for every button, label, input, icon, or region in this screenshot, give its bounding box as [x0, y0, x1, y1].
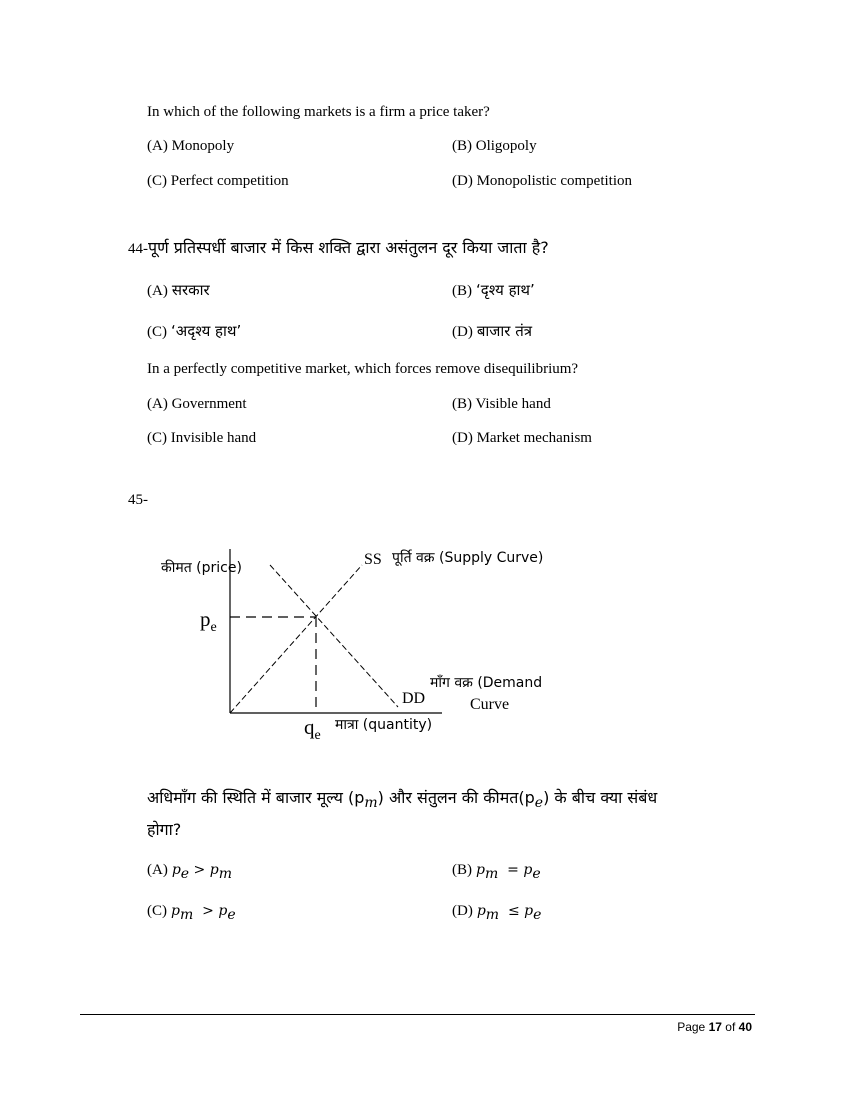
math-sub: m	[179, 907, 194, 924]
page-total: 40	[738, 1020, 752, 1034]
q43-option-c	[147, 173, 289, 190]
supply-curve	[230, 565, 362, 713]
option-text: Market mechanism	[476, 430, 592, 446]
q44-hindi-question	[128, 236, 549, 258]
option-label: (D)	[452, 324, 473, 340]
math-op: =	[498, 862, 524, 878]
option-label: (B)	[452, 862, 472, 878]
q45-option-d	[452, 902, 541, 923]
math-var: p	[171, 903, 180, 919]
math-op: ≤	[499, 903, 525, 919]
math-sub: e	[532, 866, 541, 883]
footer-divider	[80, 1014, 755, 1015]
math-var: p	[171, 862, 181, 878]
option-text: Invisible hand	[170, 430, 257, 446]
math-sub: m	[485, 907, 500, 924]
q43-english-question: In which of the following markets is a firm a price taker?	[147, 104, 490, 120]
q43-option-b	[452, 138, 537, 155]
qe-label: $q_e$	[304, 715, 321, 743]
math-var: p	[209, 862, 219, 878]
q44-english-option-a	[147, 396, 247, 413]
question-text-part: अधिमाँग की स्थिति में बाजार मूल्य (p	[147, 788, 365, 807]
math-sub: e	[180, 866, 190, 883]
question-text: पूर्ण प्रतिस्पर्धी बाजार में किस शक्ति द्वारा असंतुलन दूर किया जाता है?	[148, 238, 549, 257]
demand-curve-label-line2: Curve	[470, 696, 510, 713]
q44-english-option-d	[452, 430, 592, 447]
option-text: सरकार	[171, 281, 210, 299]
math-var: p	[476, 862, 485, 878]
pe-label: $p_e$	[200, 607, 217, 635]
supply-demand-diagram	[140, 535, 570, 750]
option-label: (B)	[452, 396, 472, 412]
option-text: Perfect competition	[170, 173, 289, 189]
demand-short-label: DD	[402, 690, 426, 707]
math-op: >	[193, 903, 219, 919]
option-label: (A)	[147, 138, 168, 154]
math-var: p	[523, 862, 533, 878]
option-label: (A)	[147, 283, 168, 299]
q44-hindi-option-b	[452, 280, 535, 300]
option-text: बाजार तंत्र	[476, 322, 533, 340]
option-label: (D)	[452, 903, 473, 919]
option-text: Monopolistic competition	[476, 173, 632, 189]
page-number	[677, 1020, 752, 1034]
option-label: (A)	[147, 396, 168, 412]
question-text-part: ) और संतुलन की कीमत(p	[377, 788, 535, 807]
q43-option-a	[147, 138, 234, 155]
math-sub: e	[533, 907, 542, 924]
option-text: ‘दृश्य हाथ’	[476, 281, 535, 299]
option-text: ‘अदृश्य हाथ’	[171, 322, 242, 340]
option-label: (D)	[452, 430, 473, 446]
demand-curve-label-line1: माँग वक्र (Demand	[430, 675, 543, 691]
option-label: (D)	[452, 173, 473, 189]
supply-short-label: SS	[364, 551, 382, 568]
supply-curve-label: पूर्ति वक्र (Supply Curve)	[392, 550, 544, 566]
option-text: Visible hand	[475, 396, 551, 412]
q44-hindi-option-a	[147, 280, 210, 300]
page-current: 17	[708, 1020, 722, 1034]
q45-hindi-question-line1	[147, 786, 657, 811]
y-axis-label: कीमत (price)	[161, 560, 242, 576]
option-label: (A)	[147, 862, 168, 878]
math-var: p	[524, 903, 534, 919]
of-word: of	[725, 1020, 736, 1034]
page-word: Page	[677, 1020, 706, 1034]
question-subscript: e	[534, 795, 544, 812]
question-number: 44-	[128, 241, 148, 257]
q45-option-a	[147, 861, 232, 882]
q44-english-question: In a perfectly competitive market, which forces remove disequilibrium?	[147, 361, 579, 377]
q45-option-b	[452, 861, 541, 882]
option-text: Government	[171, 396, 247, 412]
q44-hindi-option-c	[147, 321, 241, 341]
question-text-part: ) के बीच क्या संबंध	[543, 788, 658, 807]
option-text: Monopoly	[171, 138, 235, 154]
math-var: p	[476, 903, 486, 919]
math-sub: e	[227, 907, 236, 924]
option-label: (C)	[147, 430, 167, 446]
math-sub: m	[218, 866, 232, 883]
option-label: (C)	[147, 324, 167, 340]
math-sub: m	[484, 866, 499, 883]
x-axis-label: मात्रा (quantity)	[335, 717, 433, 733]
q44-english-option-c	[147, 430, 256, 447]
option-text: Oligopoly	[475, 138, 537, 154]
q45-number: 45-	[128, 492, 148, 508]
question-subscript: m	[364, 795, 378, 812]
math-op: >	[189, 862, 210, 878]
q44-hindi-option-d	[452, 321, 532, 341]
q45-hindi-question-line2: होगा?	[147, 820, 182, 839]
option-label: (B)	[452, 138, 472, 154]
q45-option-c	[147, 902, 236, 923]
demand-curve	[270, 565, 398, 707]
q44-english-option-b	[452, 396, 551, 413]
option-label: (C)	[147, 903, 167, 919]
q43-option-d	[452, 173, 632, 190]
option-label: (B)	[452, 283, 472, 299]
math-var: p	[218, 903, 228, 919]
option-label: (C)	[147, 173, 167, 189]
